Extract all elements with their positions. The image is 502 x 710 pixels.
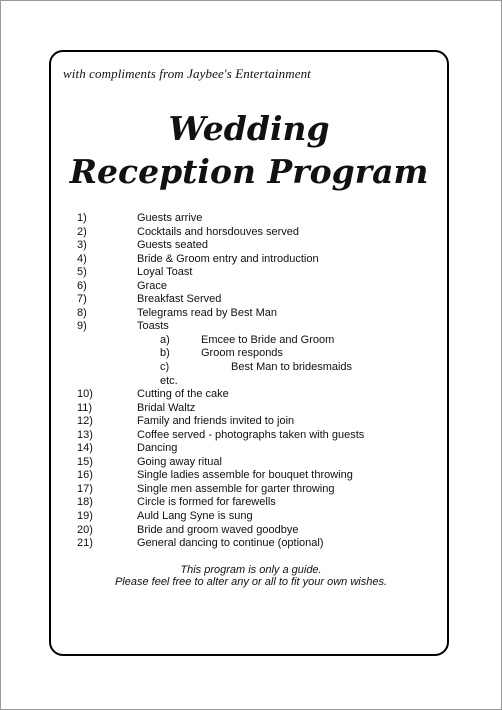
program-item bbox=[0, 212, 502, 226]
item-text: Cutting of the cake bbox=[137, 388, 229, 401]
program-item bbox=[0, 307, 502, 321]
program-item bbox=[0, 320, 502, 334]
program-item bbox=[0, 226, 502, 240]
program-item bbox=[0, 253, 502, 267]
item-number: 19) bbox=[77, 510, 93, 523]
item-text: Circle is formed for farewells bbox=[137, 496, 276, 509]
item-number: 12) bbox=[77, 415, 93, 428]
item-number: 2) bbox=[77, 225, 87, 238]
item-number: 7) bbox=[77, 293, 87, 306]
item-text: Auld Lang Syne is sung bbox=[137, 510, 253, 523]
item-number: 6) bbox=[77, 279, 87, 292]
toast-subitem bbox=[0, 347, 502, 361]
program-item bbox=[0, 469, 502, 483]
item-number: 21) bbox=[77, 537, 93, 550]
program-item bbox=[0, 510, 502, 524]
program-item bbox=[0, 239, 502, 253]
program-item bbox=[0, 429, 502, 443]
item-text: Cocktails and horsdouves served bbox=[137, 225, 300, 238]
item-number: 5) bbox=[77, 266, 87, 279]
program-item bbox=[0, 402, 502, 416]
item-number: 9) bbox=[77, 320, 87, 333]
item-text: General dancing to continue (optional) bbox=[137, 537, 324, 550]
item-text: Bride and groom waved goodbye bbox=[137, 523, 299, 536]
subitem-text: Emcee to Bride and Groom bbox=[201, 333, 335, 346]
title-line-2: Reception Program bbox=[69, 152, 429, 191]
item-number: 14) bbox=[77, 442, 93, 455]
item-text: Telegrams read by Best Man bbox=[137, 306, 278, 319]
program-item bbox=[0, 483, 502, 497]
program-item bbox=[0, 524, 502, 538]
subitem-label: b) bbox=[160, 347, 170, 360]
toast-subitem bbox=[0, 361, 502, 375]
item-text: Single ladies assemble for bouquet throwing bbox=[137, 469, 353, 482]
item-text: Loyal Toast bbox=[137, 266, 193, 279]
item-number: 10) bbox=[77, 388, 93, 401]
subitem-label: etc. bbox=[160, 374, 178, 387]
item-text: Coffee served - photographs taken with guests bbox=[137, 428, 365, 441]
program-item bbox=[0, 388, 502, 402]
item-text: Bridal Waltz bbox=[137, 401, 196, 414]
program-item bbox=[0, 293, 502, 307]
program-item bbox=[0, 442, 502, 456]
guide-note: This program is only a guide. bbox=[180, 564, 322, 576]
item-number: 13) bbox=[77, 428, 93, 441]
subitem-label: a) bbox=[160, 333, 170, 346]
program-item bbox=[0, 537, 502, 551]
item-number: 17) bbox=[77, 482, 93, 495]
item-text: Grace bbox=[137, 279, 167, 292]
item-number: 16) bbox=[77, 469, 93, 482]
program-item bbox=[0, 496, 502, 510]
item-number: 20) bbox=[77, 523, 93, 536]
guide-note-detail: Please feel free to alter any or all to fit your own wishes. bbox=[114, 576, 388, 588]
title-line-1: Wedding bbox=[168, 109, 330, 148]
item-number: 15) bbox=[77, 455, 93, 468]
item-number: 3) bbox=[77, 239, 87, 252]
item-text: Dancing bbox=[137, 442, 178, 455]
item-text: Guests arrive bbox=[137, 212, 203, 224]
toast-subitem bbox=[0, 375, 502, 389]
item-number: 8) bbox=[77, 306, 87, 319]
item-text: Toasts bbox=[137, 320, 169, 333]
item-text: Guests seated bbox=[137, 239, 208, 252]
item-text: Family and friends invited to join bbox=[137, 415, 295, 428]
credit-line: with compliments from Jaybee's Entertainment bbox=[63, 66, 311, 81]
item-number: 18) bbox=[77, 496, 93, 509]
program-item bbox=[0, 415, 502, 429]
item-text: Bride & Groom entry and introduction bbox=[137, 252, 319, 265]
item-number: 11) bbox=[77, 401, 93, 414]
program-item bbox=[0, 280, 502, 294]
item-text: Going away ritual bbox=[137, 455, 222, 468]
subitem-text: Groom responds bbox=[201, 347, 283, 360]
toast-subitem bbox=[0, 334, 502, 348]
item-number: 1) bbox=[77, 212, 87, 224]
item-text: Single men assemble for garter throwing bbox=[137, 482, 335, 495]
item-number: 4) bbox=[77, 252, 87, 265]
program-item bbox=[0, 266, 502, 280]
program-list bbox=[0, 212, 502, 551]
subitem-label: c) bbox=[160, 361, 170, 374]
subitem-text: Best Man to bridesmaids bbox=[231, 361, 353, 374]
item-text: Breakfast Served bbox=[137, 293, 222, 306]
program-item bbox=[0, 456, 502, 470]
